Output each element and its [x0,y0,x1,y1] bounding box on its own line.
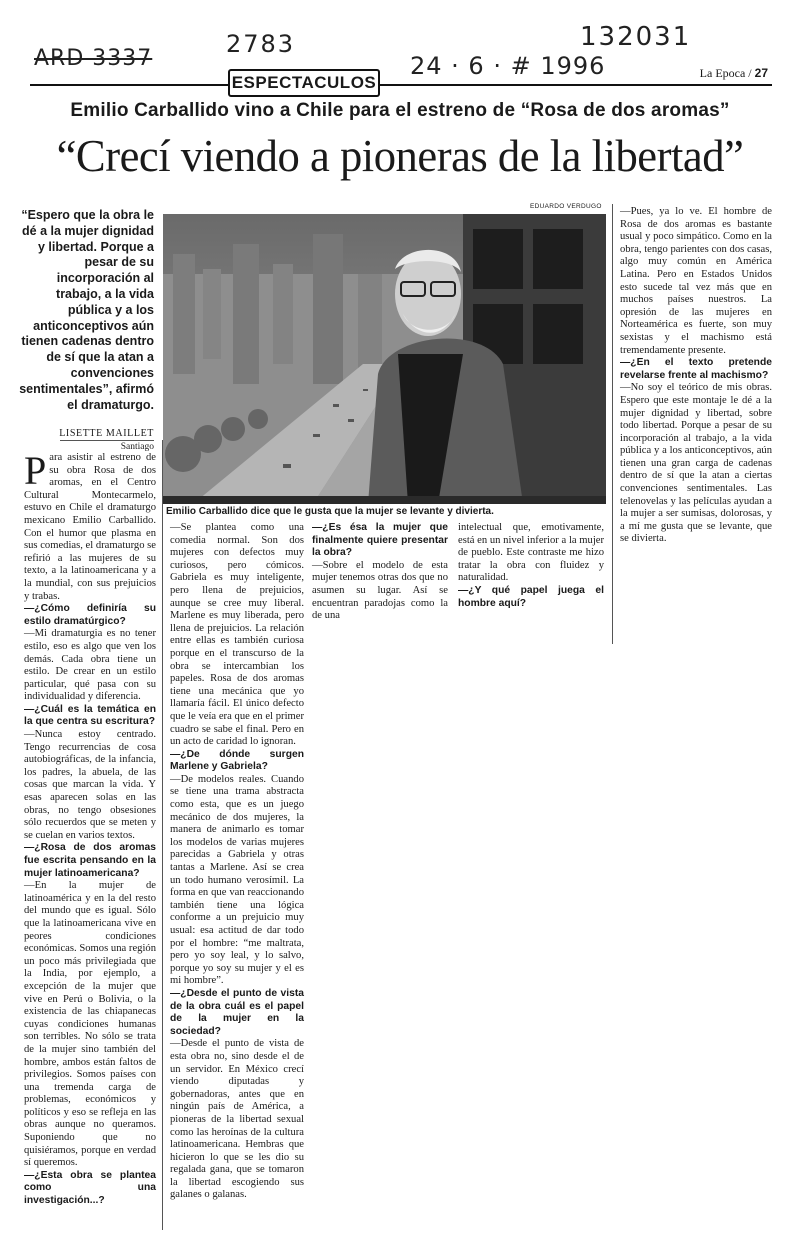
article-column-5 [620,206,772,546]
article-column-1 [24,448,156,1208]
interview-answer: intelectual que, emotivamente, está en un nivel inferior a la mujer de pueblo. Este contraste me hizo tratar la obra con fluidez y naturalidad. [458,522,604,584]
interview-answer: —Mi dramaturgia es no tener estilo, eso es algo que ven los demás. Cada obra tiene un estilo. De crear en un estilo particular, qué pasa con su individualidad y diferencia. [24,628,156,703]
interview-question: —¿De dónde surgen Marlene y Gabriela? [170,748,304,773]
interview-answer: —Pues, ya lo ve. El hombre de Rosa de dos aromas es bastante usual y poco simpático. Como en la obra, tengo parientes con dos casas, algo muy común en América Latina. Pero en Estados Unidos esto sucede tal vez más que en muchos países nuestros. La opresión de las mujeres en Norteamérica es fuerte, son muy sexistas y el machismo está tremendamente presente. [620,206,772,356]
handwritten-number-top: 2783 [226,30,296,58]
drop-cap: P [24,448,47,493]
publication-name: La Epoca [699,66,746,80]
photo-carballido [163,214,606,504]
interview-question: —¿Y qué papel juega el hombre aquí? [458,584,604,609]
article-paragraph: Para asistir al estreno de su obra Rosa de dos aromas, en el Centro Cultural Montecarmelo, estuvo en Chile el dramaturgo mexicano Emilio Carballido. Con el humor que plasma en sus comedias, el dramaturgo se refirió a las mujeres de su texto, a la latinoamericana y a la mundial, con sus prejuicios y trabas. [24,448,156,602]
interview-question: —¿Desde el punto de vista de la obra cuál es el papel de la mujer en la sociedad? [170,987,304,1037]
interview-question: —¿Cómo definiría su estilo dramatúrgico? [24,603,156,627]
interview-question: —¿Cuál es la temática en la que centra su escritura? [24,703,156,728]
interview-question: —¿Esta obra se plantea como una investigación...? [24,1169,156,1207]
handwritten-number-right: 132031 [580,22,692,52]
interview-question: —¿Es ésa la mujer que finalmente quiere presentar la obra? [312,522,448,559]
interview-answer: —En la mujer de latinoamérica y en la del resto del mundo que es igual. Sólo que la latinoamericana vive en peores condiciones económicas. Somos una región un poco más privilegiada que la India, por ejemplo, a excepción de la mujer que vive en Perú o Bolivia, o la existencia de las chiapanecas cuyas condiciones humanas son terribles. No sólo se trata de la mujer sino también del hombre, ambos están faltos de privilegios. Somos países con una tremenda carga de problemas, económicos y políticos y eso se refleja en las obras aunque no queramos. Suponiendo que no quisiéramos, porque en verdad sí queremos. [24,880,156,1169]
article-column-3 [312,522,448,623]
interview-answer: —Nunca estoy centrado. Tengo recurrencias de cosa autobiográficas, de la infancia, los padres, la abuela, de las cosas que marcan la vida. Y esas aparecen solas en las obras, no tengo obsesiones sólo recuerdos que se meten y se cuelan en varios textos. [24,729,156,841]
interview-question: —¿Rosa de dos aromas fue escrita pensando en la mujer latinoamericana? [24,842,156,879]
interview-answer: —Desde el punto de vista de esta obra no, sino desde el de un servidor. En México crecí viendo diputadas y gobernadoras, antes que en ningún país de América, a pioneras de la libertad sexual como las heroínas de la cultura latinoamericana. Hembras que hicieron lo que se les dio su regalada gana, que se tomaron la libertad escogiendo sus galanes o galanas. [170,1038,304,1201]
byline: LISETTE MAILLET [59,428,154,439]
column-divider [612,204,613,644]
photo-credit: EDUARDO VERDUGO [530,203,602,210]
interview-answer: —Se plantea como una comedia normal. Son dos mujeres con defectos muy curiosos, pero cómicos. Gabriela es muy inteligente, pero llena de prejuicios, aunque se cree muy liberal. Marlene es muy liberada, pero llena de prejuicios. La relación entre ellas es también curiosa porque en el transcurso de la obra se intercambian los papeles. Rosa de dos aromas tiene una mecánica que yo llamaría fácil. El único defecto que le veía era que en el primer cuadro se sabe el final. Pero en un acto de caridad lo ignoran. [170,522,304,748]
interview-answer: —No soy el teórico de mis obras. Espero que este montaje le dé a la mujer dignidad y libertad, sobre todo libertad. Porque a pesar de su incorporación al trabajo, a la vida pública y a los anticonceptivos, aún tienen una gran carga de cadenas dentro de sí que la atan a ciertas convenciones sentimentales. Las telenovelas y las películas ayudan a la mujer a ser sumisas, dolorosas, y a mí me gusta que se levante, que se divierta. [620,382,772,545]
interview-question: —¿En el texto pretende revelarse frente al machismo? [620,357,772,381]
article-column-2 [170,522,304,1202]
page-folio: La Epoca / 27 [696,66,768,81]
interview-answer: —De modelos reales. Cuando se tiene una trama abstracta como esta, que es un juego mecánico de dos mujeres, la manera de animarlo es tomar los modelos de varias mujeres parecidas a Gabriela y otras tantas a Marlene. Así se crea un todo humano verosímil. La forma en que van reaccionando también tiene una lógica conforme a un prejuicio muy usual: esa actitud de dar todo por el hombre: “me maltrata, pero yo soy leal, y lo salvo, porque yo soy su mujer y el es mi hombre”. [170,773,304,987]
photo-image [163,214,606,504]
headline: “Crecí viendo a pioneras de la libertad” [56,130,744,181]
pull-quote: “Espero que la obra le dé a la mujer dignidad y libertad. Porque a pesar de su incorporación al trabajo, a la vida pública y a los anticonceptivos aún tienen cadenas dentro de sí que la atan a convenciones sentimentales”, afirmó el dramaturgo. [19,208,154,412]
interview-answer: —Sobre el modelo de esta mujer tenemos otras dos que no asumen su lugar. Así se encuentran paradojas como la de una [312,559,448,622]
page-number: 27 [754,66,768,80]
section-label [228,69,380,97]
column-divider [162,440,163,1230]
article-column-4 [458,522,604,610]
dateline: Santiago [120,442,154,452]
photo-caption: Emilio Carballido dice que le gusta que la mujer se levante y divierta. [166,506,494,517]
handwritten-date: 24 · 6 · # 1996 [410,52,606,80]
byline-rule [60,440,154,441]
handwritten-archive-code: ARD 3337 [34,46,153,71]
kicker: Emilio Carballido vino a Chile para el estreno de “Rosa de dos aromas” [70,100,730,121]
header-rule [30,84,772,86]
section-label-text: ESPECTACULOS [231,73,377,92]
